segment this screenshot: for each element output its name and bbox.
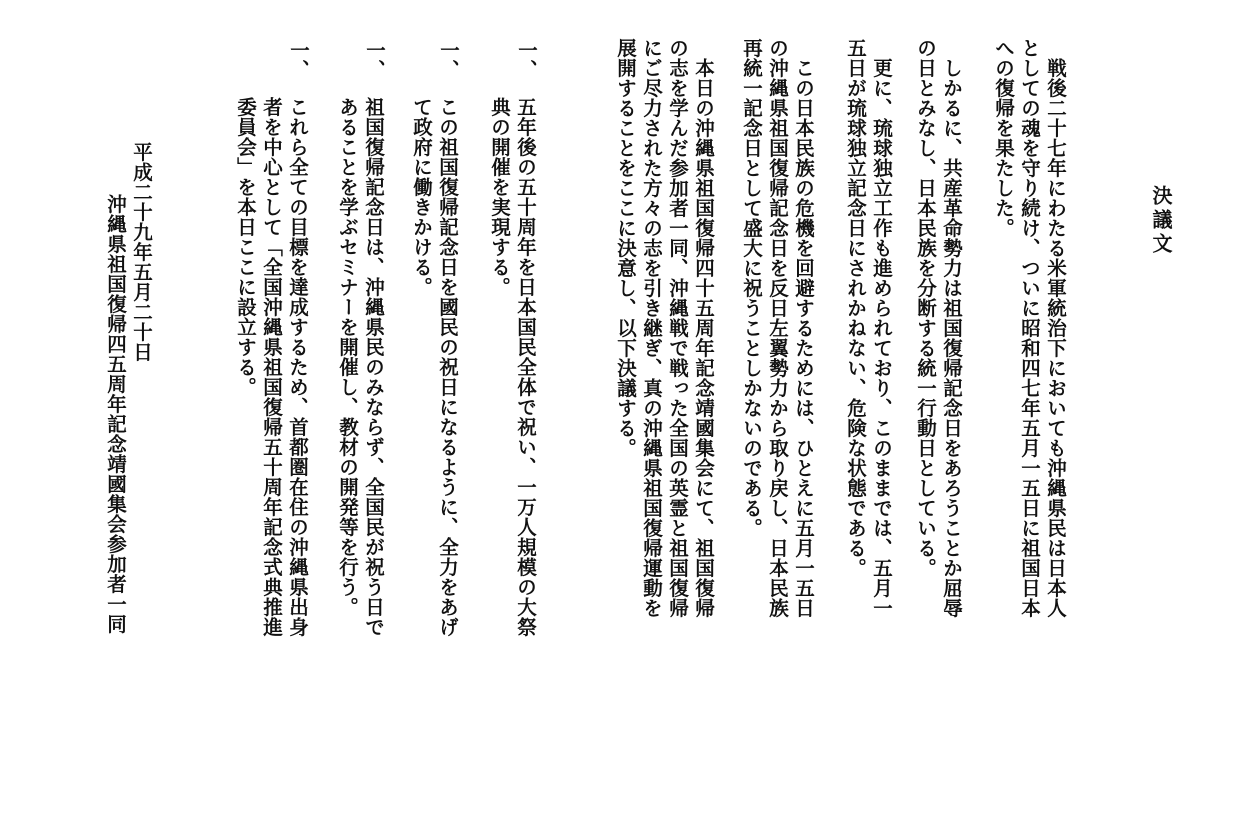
resolution-1-line-2: 典の開催を実現する。 (488, 97, 511, 297)
document-title: 決議文 (1149, 185, 1173, 257)
paragraph-5-line-1: 本日の沖縄県祖国復帰四十五周年記念靖國集会にて、祖国復帰 (692, 58, 715, 618)
resolution-4-line-1: これら全ての目標を達成するため、首都圏在住の沖縄県出身 (286, 97, 309, 637)
resolution-2-line-2: て政府に働きかける。 (410, 97, 433, 297)
resolution-2-mark: 一、 (437, 40, 460, 79)
paragraph-5-line-2: の志を学んだ参加者一同、沖縄戦で戦った全国の英霊と祖国復帰 (666, 38, 689, 618)
paragraph-5-line-4: 展開することをここに決意し、以下決議する。 (614, 38, 637, 458)
resolution-2-line-1: この祖国復帰記念日を國民の祝日になるように、全力をあげ (436, 97, 459, 637)
resolution-3-line-2: あることを学ぶセミナーを開催し、教材の開発等を行う。 (336, 97, 359, 617)
resolution-date: 平成二十九年五月二十日 (130, 142, 153, 362)
paragraph-2-line-2: の日とみなし、日本民族を分断する統一行動日としている。 (914, 38, 937, 578)
paragraph-2-line-1: しかるに、共産革命勢力は祖国復帰記念日をあろうことか屈辱 (940, 58, 963, 618)
paragraph-4-line-1: この日本民族の危機を回避するためには、ひとえに五月一五日 (792, 58, 815, 618)
resolution-1-line-1: 五年後の五十周年を日本国民全体で祝い、一万人規模の大祭 (514, 97, 537, 637)
resolution-4-mark: 一、 (287, 40, 310, 79)
paragraph-4-line-2: の沖縄県祖国復帰記念日を反日左翼勢力から取り戻し、日本民族 (766, 38, 789, 618)
paragraph-3-line-2: 五日が琉球独立記念日にされかねない、危険な状態である。 (844, 38, 867, 578)
paragraph-1-line-1: 戦後二十七年にわたる米軍統治下においても沖縄県民は日本人 (1044, 58, 1067, 618)
resolution-4-line-3: 委員会」を本日ここに設立する。 (234, 97, 257, 397)
paragraph-4-line-3: 再統一記念日として盛大に祝うことしかないのである。 (740, 38, 763, 538)
paragraph-1-line-3: への復帰を果たした。 (992, 38, 1015, 238)
paragraph-1-line-2: としての魂を守り続け、ついに昭和四七年五月一五日に祖国日本 (1018, 38, 1041, 618)
resolution-3-line-1: 祖国復帰記念日は、沖縄県民のみならず、全国民が祝う日で (362, 97, 385, 637)
resolution-4-line-2: 者を中心として「全国沖縄県祖国復帰五十周年記念式典推進 (260, 97, 283, 637)
paragraph-3-line-1: 更に、琉球独立工作も進められており、このままでは、五月一 (870, 58, 893, 618)
paragraph-5-line-3: にご尽力された方々の志を引き継ぎ、真の沖縄県祖国復帰運動を (640, 38, 663, 618)
signatory-organization: 沖縄県祖国復帰四五周年記念靖國集会参加者一同 (104, 194, 127, 634)
resolution-1-mark: 一、 (515, 40, 538, 79)
resolution-3-mark: 一、 (363, 40, 386, 79)
